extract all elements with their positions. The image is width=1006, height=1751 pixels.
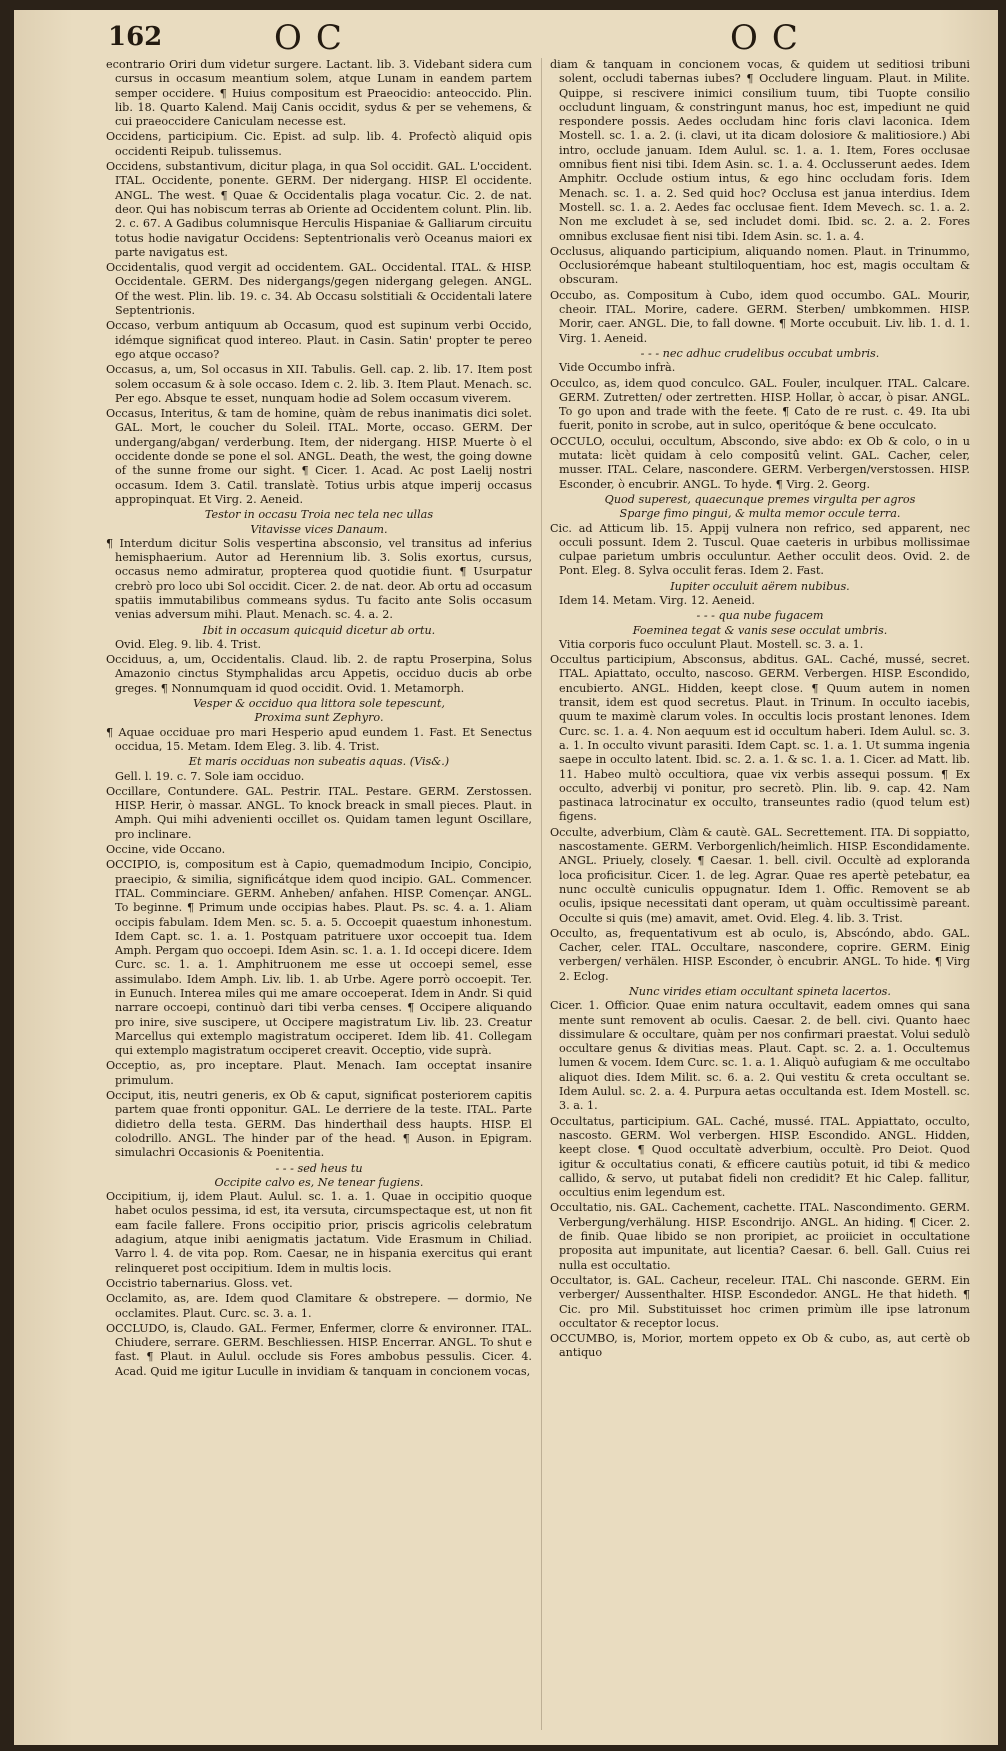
- verse-line: Et maris occiduas non subeatis aquas. (Vis&.): [188, 755, 450, 769]
- dictionary-entry: Occultatus, participium. GAL. Caché, mussé. ITAL. Appiattato, occulto, nascosto. GERM. Wol verbergen. HISP. Escondido. ANGL. Hidden, keept close. ¶ Quod occultatè adverbium, occultè. Pro Deiot. Quod igitur & occultatius conati, & efficere cautiùs potuit, id tibi & medico callido, & servo, ut putabat fideli non credidit? Et hic Calep. fallitur, occultius enim legendum est.: [550, 1114, 970, 1200]
- verse-line: Ibit in occasum quicquid dicetur ab ortu.: [202, 623, 436, 637]
- dictionary-entry: diam & tanquam in concionem vocas, & quidem ut seditiosi tribuni solent, occludi tabernas iubes? ¶ Occludere linguam. Plaut. in Milite. Quippe, si rescivere inimici consilium tuum, tibi Tuopte consilio occludunt linguam, & constringunt manus, hoc est, impediunt ne quid respondere possis. Aedes occludam hinc foris clavi laconica. Idem Mostell. sc. 1. a. 2. (i. clavi, ut ita dicam dolosiore & malitiosiore.) Abi intro, occlude januam. Idem Aulul. sc. 1. a. 1. Item, Fores occlusae omnibus fient nisi tibi. Idem Asin. sc. 1. a. 4. Occlusserunt aedes. Idem Amphitr. Occlude ostium intus, & ego hinc occludam foris. Idem Menach. sc. 1. a. 2. Sed quid hoc? Occlusa est janua interdius. Idem Mostell. sc. 1. a. 2. Aedes fac occlusae fient. Idem Mevech. sc. 1. a. 2. Non me excludet à se, sed includet domi. Ibid. sc. 2. a. 2. Fores omnibus exclusae fient nisi tibi. Idem Asin. sc. 1. a. 4.: [550, 58, 970, 243]
- verse-line: Iupiter occuluit aërem nubibus.: [670, 579, 850, 593]
- verse-line: - - - sed heus tu: [275, 1161, 363, 1175]
- dictionary-page: [14, 10, 998, 1745]
- dictionary-entry: Occultus participium, Absconsus, abditus. GAL. Caché, mussé, secret. ITAL. Apiattato, occulto, nascoso. GERM. Verbergen. HISP. Escondido, encubierto. ANGL. Hidden, keept close. ¶ Quum autem in nomen transit, idem est quod secretus. Plaut. in Trinum. In occulto iacebis, quum te maximè clarum voles. In occultis locis prostant lenones. Idem Curc. sc. 1. a. 4. Non aequum est id occultum haberi. Idem Aulul. sc. 3. a. 1. In occulto vivunt parasiti. Idem Capt. sc. 1. a. 1. Ut summa ingenia saepe in occulto latent. Ibid. sc. 2. a. 1. & sc. 1. a. 1. Cicer. ad Matt. lib. 11. Habeo multò occultiora, quae vix verbis assequi possum. ¶ Ex occulto, adverbij vi ponitur, pro secretò. Plin. lib. 9. cap. 42. Nam pastinaca latrocinatur ex occulto, transeuntes radio (quod telum est) figens.: [550, 653, 970, 824]
- dictionary-entry: Occasus, a, um, Sol occasus in XII. Tabulis. Gell. cap. 2. lib. 17. Item post solem occasum & à sole occaso. Idem c. 2. lib. 3. Item Plaut. Menach. sc. Per ego. Absque te esset, nunquam hodie ad Solem occasum viverem.: [106, 363, 532, 405]
- dictionary-entry: Occultatio, nis. GAL. Cachement, cachette. ITAL. Nascondimento. GERM. Verbergung/verhälung. HISP. Escondrijo. ANGL. An hiding. ¶ Cicer. 2. de finib. Quae libido se non proripiet, ac proiiciet in occultatione proposita aut impunitate, aut licentia? Caesar. 6. bell. Gall. Cuius rei nulla est occultatio.: [550, 1201, 970, 1272]
- running-head-left: OC: [274, 18, 356, 58]
- dictionary-entry: econtrario Oriri dum videtur surgere. Lactant. lib. 3. Videbant sidera cum cursus in occasum meantium solem, atque Lunam in eandem partem semper occidere. ¶ Huius compositum est Praeocidio: anteoccido. Plin. lib. 18. Quarto Kalend. Maij Canis occidit, sydus & per se vehemens, & cui praeoccidere Caniculam necesse est.: [106, 58, 532, 129]
- verse-line: Foeminea tegat & vanis sese occulat umbris.: [632, 623, 888, 637]
- dictionary-entry: OCCIPIO, is, compositum est à Capio, quemadmodum Incipio, Concipio, praecipio, & similia, significátque idem quod incipio. GAL. Commencer. ITAL. Comminciare. GERM. Anheben/ anfahen. HISP. Començar. ANGL. To beginne. ¶ Primum unde occipias habes. Plaut. Ps. sc. 4. a. 1. Aliam occipis fabulam. Idem Men. sc. 5. a. 5. Occoepit quaestum inhonestum. Idem Capt. sc. 1. a. 1. Postquam patrituere uxor occoepit tua. Idem Amph. Pergam quo occoepi. Idem Asin. sc. 1. a. 1. Id occepi dicere. Idem Curc. sc. 1. a. 1. Amphitruonem me esse ut occoepi semel, esse assimulabo. Idem Amph. Liv. lib. 1. ab Urbe. Agere porrò occoepit. Ter. in Eunuch. Interea miles qui me amare occoeperat. Idem in Andr. Si quid narrare occoepi, continuò dari tibi verba censes. ¶ Occipere aliquando pro inire, sive suscipere, ut Occipere magistratum Liv. lib. 23. Creatur Marcellus qui extemplo magistratum occiperet. Idem lib. 41. Collegam qui extemplo magistratum occiperet creavit. Occeptio, vide suprà.: [106, 858, 532, 1058]
- dictionary-entry: Occidens, substantivum, dicitur plaga, in qua Sol occidit. GAL. L'occident. ITAL. Occidente, ponente. GERM. Der nidergang. HISP. El occidente. ANGL. The west. ¶ Quae & Occidentalis plaga vocatur. Cic. 2. de nat. deor. Qui has nobiscum terras ab Oriente ad Occidentem colunt. Plin. lib. 2. c. 67. A Gadibus columnisque Herculis Hispaniae & Galliarum circuitu totus hodie navigatur Occidens: Septentrionalis verò Oceanus maiori ex parte navigatus est.: [106, 160, 532, 259]
- verse-line: Nunc virides etiam occultant spineta lacertos.: [629, 985, 891, 998]
- right-column: [550, 58, 970, 1738]
- dictionary-entry: Occiduus, a, um, Occidentalis. Claud. lib. 2. de raptu Proserpina, Solus Amazonio cinctus Stymphalidas arcu Appetis, occiduo ducis ab orbe greges. ¶ Nonnumquam id quod occidit. Ovid. 1. Metamorph.: [106, 653, 532, 695]
- dictionary-entry: Occiput, itis, neutri generis, ex Ob & caput, significat posteriorem capitis partem quae fronti opponitur. GAL. Le derriere de la teste. ITAL. Parte didietro della testa. GERM. Das hinderthail dess haupts. HISP. El colodrillo. ANGL. The hinder par of the head. ¶ Auson. in Epigram. simulachri Occasionis & Poenitentia.: [106, 1089, 532, 1160]
- page-header: [14, 14, 998, 58]
- citation-line: Gell. l. 19. c. 7. Sole iam occiduo.: [115, 769, 305, 783]
- citation-line: Vitia corporis fuco occulunt Plaut. Mostell. sc. 3. a. 1.: [559, 637, 864, 651]
- dictionary-entry: Occulco, as, idem quod conculco. GAL. Fouler, inculquer. ITAL. Calcare. GERM. Zutretten/ oder zertretten. HISP. Hollar, ò accar, ò pisar. ANGL. To go upon and trade with the feete. ¶ Cato de re rust. c. 49. Ita ubi fuerit, ponito in scrobe, aut in sulco, operitóque & bene occulcato.: [550, 376, 970, 433]
- dictionary-entry: Occine, vide Occano.: [106, 843, 226, 857]
- citation-line: Ovid. Eleg. 9. lib. 4. Trist.: [115, 637, 262, 651]
- dictionary-entry: Occubo, as. Compositum à Cubo, idem quod occumbo. GAL. Mourir, cheoir. ITAL. Morire, cadere. GERM. Sterben/ umbkommen. HISP. Morir, caer. ANGL. Die, to fall downe. ¶ Morte occubuit. Liv. lib. 1. d. 1. Virg. 1. Aeneid.: [550, 288, 970, 345]
- verse-line: - - - nec adhuc crudelibus occubat umbris.: [640, 346, 880, 360]
- dictionary-entry: ¶ Aquae occiduae pro mari Hesperio apud eundem 1. Fast. Et Senectus occidua, 15. Metam. Idem Eleg. 3. lib. 4. Trist.: [106, 725, 532, 753]
- dictionary-entry: Occlusus, aliquando participium, aliquando nomen. Plaut. in Trinummo, Occlusiorémque habeant stultiloquentiam, hoc est, magis occultam & obscuram.: [550, 244, 970, 287]
- dictionary-entry: Occulto, as, frequentativum est ab oculo, is, Abscóndo, abdo. GAL. Cacher, celer. ITAL. Occultare, nascondere, coprire. GERM. Einig verbergen/ verhälen. HISP. Esconder, ò encubrir. ANGL. To hide. ¶ Virg 2. Eclog.: [550, 926, 970, 983]
- dictionary-entry: OCCULO, occului, occultum, Abscondo, sive abdo: ex Ob & colo, o in u mutata: licèt quidam à celo compositû velint. GAL. Cacher, celer, musser. ITAL. Celare, nascondere. GERM. Verbergen/verstossen. HISP. Esconder, ò encubrir. ANGL. To hyde. ¶ Virg. 2. Georg.: [550, 434, 970, 491]
- verse-line: Testor in occasu Troia nec tela nec ullas: [204, 508, 434, 522]
- dictionary-entry: Occaso, verbum antiquum ab Occasum, quod est supinum verbi Occido, idémque significat quod intereo. Plaut. in Casin. Satin' propter te pereo ego atque occaso?: [106, 319, 532, 361]
- dictionary-entry: Cic. ad Atticum lib. 15. Appij vulnera non refrico, sed apparent, nec occuli possunt. Idem 2. Tuscul. Quae caeteris in urbibus mollissimae culpae parietum umbris occuluntur. Aether occulit deos. Ovid. 2. de Pont. Eleg. 8. Sylva occulit feras. Idem 2. Fast.: [550, 521, 970, 578]
- verse-line: Quod superest, quaecunque premes virgulta per agros: [604, 492, 916, 506]
- column-divider: [541, 58, 542, 1730]
- running-head-right: OC: [730, 18, 812, 58]
- dictionary-entry: Occasus, Interitus, & tam de homine, quàm de rebus inanimatis dici solet. GAL. Mort, le coucher du Soleil. ITAL. Morte, occaso. GERM. Der undergang/abgan/ verderbung. Item, der nidergang. HISP. Muerte ò el occidente donde se pone el sol. ANGL. Death, the west, the going downe of the sunne frome our sight. ¶ Cicer. 1. Acad. Ac post Laelij nostri occasum. Idem 3. Catil. translatè. Totius urbis atque imperij occasus appropinquat. Et Virg. 2. Aeneid.: [106, 407, 532, 506]
- page-number: 162: [108, 22, 163, 52]
- citation-line: Vide Occumbo infrà.: [559, 361, 676, 375]
- dictionary-entry: Occistrio tabernarius. Gloss. vet.: [106, 1276, 293, 1290]
- dictionary-entry: Occidentalis, quod vergit ad occidentem. GAL. Occidental. ITAL. & HISP. Occidentale. GERM. Des nidergangs/gegen nidergang gelegen. ANGL. Of the west. Plin. lib. 19. c. 34. Ab Occasu solstitiali & Occidentali latere Septentrionis.: [106, 261, 532, 318]
- dictionary-entry: Occultator, is. GAL. Cacheur, receleur. ITAL. Chi nasconde. GERM. Ein verberger/ Aussenthalter. HISP. Escondedor. ANGL. He that hideth. ¶ Cic. pro Mil. Substituisset hoc crimen primùm ille ipse latronum occultator & receptor locus.: [550, 1273, 970, 1330]
- dictionary-entry: Cicer. 1. Officior. Quae enim natura occultavit, eadem omnes qui sana mente sunt removent ab oculis. Caesar. 2. de bell. civi. Quanto haec dissimulare & occultare, quàm per nos confirmari praestat. Volui sedulò occultare genus & divitias meas. Plaut. Capt. sc. 2. a. 1. Occultemus lumen & vocem. Idem Curc. sc. 1. a. 1. Aliquò aufugiam & me occultabo aliquot dies. Idem Milit. sc. 6. a. 2. Qui vestitu & creta occultant se. Idem Aulul. sc. 2. a. 4. Purpura aetas occultanda est. Idem Mostell. sc. 3. a. 1.: [550, 999, 970, 1113]
- citation-line: Idem 14. Metam. Virg. 12. Aeneid.: [559, 593, 755, 607]
- dictionary-entry: Occillare, Contundere. GAL. Pestrir. ITAL. Pestare. GERM. Zerstossen. HISP. Herir, ò massar. ANGL. To knock breack in small pieces. Plaut. in Amph. Qui mihi advenienti occillet os. Quidam tamen legunt Oscillare, pro inclinare.: [106, 784, 532, 841]
- verse-line: Vitavisse vices Danaum.: [250, 522, 388, 536]
- verse-line: Sparge fimo pingui, & multa memor occule terra.: [619, 507, 901, 521]
- dictionary-entry: Occipitium, ij, idem Plaut. Aulul. sc. 1. a. 1. Quae in occipitio quoque habet oculos pessima, id est, ita versuta, circumspectaque est, ut non fit eam facile fallere. Frons occipitio prior, priscis agricolis celebratum adagium, atque inibi aenigmatis jactatum. Vide Erasmum in Chiliad. Varro l. 4. de vita pop. Rom. Caesar, ne in hispania exercitus qui erant relinqueret post occipitium. Idem in multis locis.: [106, 1190, 532, 1275]
- dictionary-entry: Occulte, adverbium, Clàm & cautè. GAL. Secrettement. ITA. Di soppiatto, nascostamente. GERM. Verborgenlich/heimlich. HISP. Escondidamente. ANGL. Priuely, closely. ¶ Caesar. 1. bell. civil. Occultè ad exploranda loca proficisitur. Cicer. 1. de leg. Agrar. Quae res apertè petebatur, ea nunc occultè cuniculis oppugnatur. Idem 1. Offic. Removent se ab oculis, ipsique necessitati dant operam, ut quàm occultissimè pareant. Occulte si quis (me) amavit, amet. Ovid. Eleg. 4. lib. 3. Trist.: [550, 825, 970, 925]
- verse-line: Proxima sunt Zephyro.: [254, 711, 384, 725]
- verse-line: - - - qua nube fugacem: [696, 609, 824, 623]
- dictionary-entry: ¶ Interdum dicitur Solis vespertina absconsio, vel transitus ad inferius hemisphaerium. Autor ad Herennium lib. 3. Solis exortus, cursus, occasus nemo admiratur, propterea quod quotidie fiunt. ¶ Usurpatur crebrò pro loco ubi Sol occidit. Cicer. 2. de nat. deor. Ab ortu ad occasum spatiis immutabilibus commeans sydus. Tu facito ante Solis occasum venias adversum mihi. Plaut. Menach. sc. 4. a. 2.: [106, 536, 532, 622]
- dictionary-entry: Occlamito, as, are. Idem quod Clamitare & obstrepere. — dormio, Ne occlamites. Plaut. Curc. sc. 3. a. 1.: [106, 1292, 532, 1320]
- verse-line: Occipite calvo es, Ne tenear fugiens.: [214, 1175, 424, 1189]
- dictionary-entry: Occidens, participium. Cic. Epist. ad sulp. lib. 4. Profectò aliquid opis occidenti Reipub. tulissemus.: [106, 130, 532, 158]
- dictionary-entry: OCCLUDO, is, Claudo. GAL. Fermer, Enfermer, clorre & environner. ITAL. Chiudere, serrare. GERM. Beschliessen. HISP. Encerrar. ANGL. To shut e fast. ¶ Plaut. in Aulul. occlude sis Fores ambobus pessulis. Cicer. 4. Acad. Quid me igitur Luculle in invidiam & tanquam in concionem vocas,: [106, 1321, 532, 1378]
- dictionary-entry: Occeptio, as, pro inceptare. Plaut. Menach. Iam occeptat insanire primulum.: [106, 1059, 532, 1087]
- left-column: [106, 58, 532, 1738]
- dictionary-entry: OCCUMBO, is, Morior, mortem oppeto ex Ob & cubo, as, aut certè ob antiquo: [550, 1332, 970, 1360]
- verse-line: Vesper & occiduo qua littora sole tepescunt,: [193, 697, 445, 711]
